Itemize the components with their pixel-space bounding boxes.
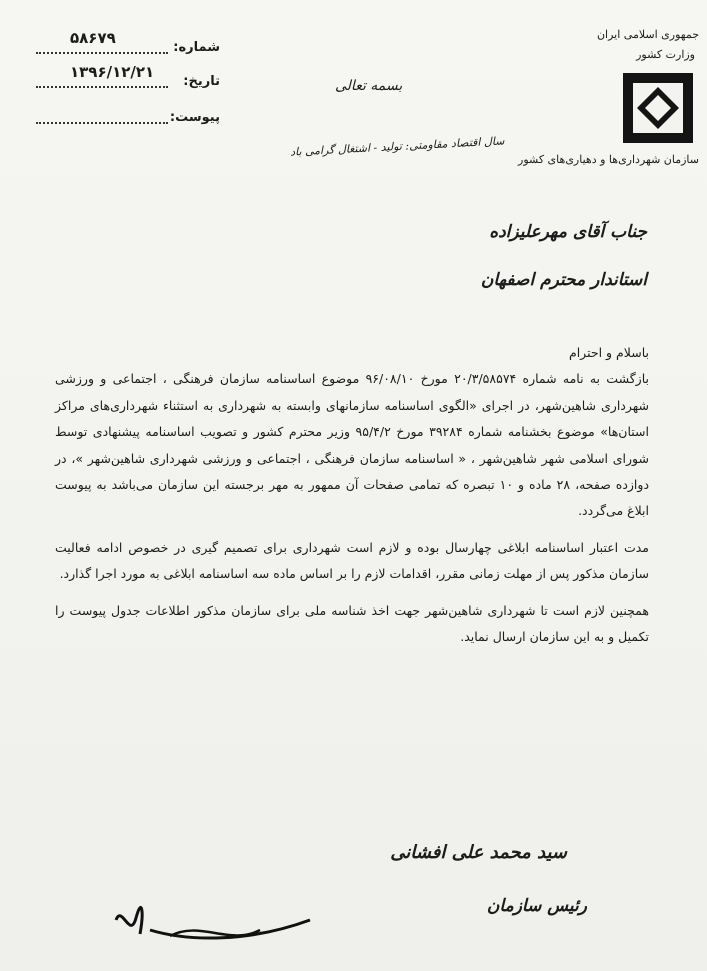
ministry-emblem-icon bbox=[623, 73, 693, 143]
letter-number-field bbox=[30, 29, 220, 60]
signer-title: رئیس سازمان bbox=[486, 896, 587, 916]
letter-number-value: ۵۸۶۷۹ bbox=[70, 29, 116, 47]
greeting-line: باسلام و احترام bbox=[568, 345, 649, 360]
ministry-line1: جمهوری اسلامی ایران bbox=[596, 28, 699, 41]
recipient-title: استاندار محترم اصفهان bbox=[480, 270, 647, 290]
bismillah-heading: بسمه تعالی bbox=[335, 78, 403, 94]
letter-number-label: شماره: bbox=[173, 40, 220, 55]
letter-date-value: ۱۳۹۶/۱۲/۲۱ bbox=[70, 63, 155, 81]
year-motto: سال اقتصاد مقاومتی: تولید - اشتغال گرامی باد bbox=[289, 134, 505, 159]
letter-date-label: تاریخ: bbox=[183, 74, 220, 89]
body-paragraph-2: مدت اعتبار اساسنامه ابلاغی چهارسال بوده و لازم است شهرداری برای تصمیم گیری در خصوص ادامه فعالیت سازمان مذکور پس از مهلت زمانی مقرر، اقدامات لازم را بر اساس ماده سه اساسنامه ابلاغی به مورد اجرا گذارد. bbox=[55, 539, 649, 582]
body-paragraph-3: همچنین لازم است تا شهرداری شاهین‌شهر جهت اخذ شناسه ملی برای سازمان مذکور اطلاعات جدول پیوست را تکمیل و به این سازمان ارسال نماید. bbox=[55, 602, 649, 645]
letter-attachment-label: پیوست: bbox=[169, 110, 220, 125]
body-paragraph-1: بازگشت به نامه شماره ۲۰/۳/۵۸۵۷۴ مورخ ۹۶/۰۸/۱۰ موضوع اساسنامه سازمان فرهنگی ، اجتماعی و ورزشی شهرداری شاهین‌شهر، در اجرای «الگوی اساسنامه سازمانهای وابسته به شهرداری به استثناء شهرداری‌های مراکز استان‌ها» موضوع بخشنامه شماره ۳۹۲۸۴ مورخ ۹۵/۴/۲ وزیر محترم کشور و تصویب اساسنامه پیشنهادی توسط شورای اسلامی شهر شاهین‌شهر ، « اساسنامه سازمان فرهنگی ، اجتماعی و ورزشی شهرداری شاهین‌شهر »، در دوازده صفحه، ۲۸ ماده و ۱۰ تبصره که تمامی صفحات آن ممهور به مهر برجسته این سازمان می‌باشد به پیوست ابلاغ می‌گردد. bbox=[55, 371, 650, 519]
letter-attachment-field bbox=[30, 108, 220, 130]
signer-name: سید محمد علی افشانی bbox=[390, 842, 567, 863]
ministry-line2: وزارت کشور bbox=[636, 48, 695, 61]
letter-date-field bbox=[30, 63, 220, 94]
letter-body bbox=[55, 340, 649, 650]
handwritten-signature-icon bbox=[110, 890, 320, 950]
organization-line: سازمان شهرداری‌ها و دهیاری‌های کشور bbox=[518, 153, 699, 166]
recipient-name: جناب آقای مهرعلیزاده bbox=[489, 222, 647, 242]
